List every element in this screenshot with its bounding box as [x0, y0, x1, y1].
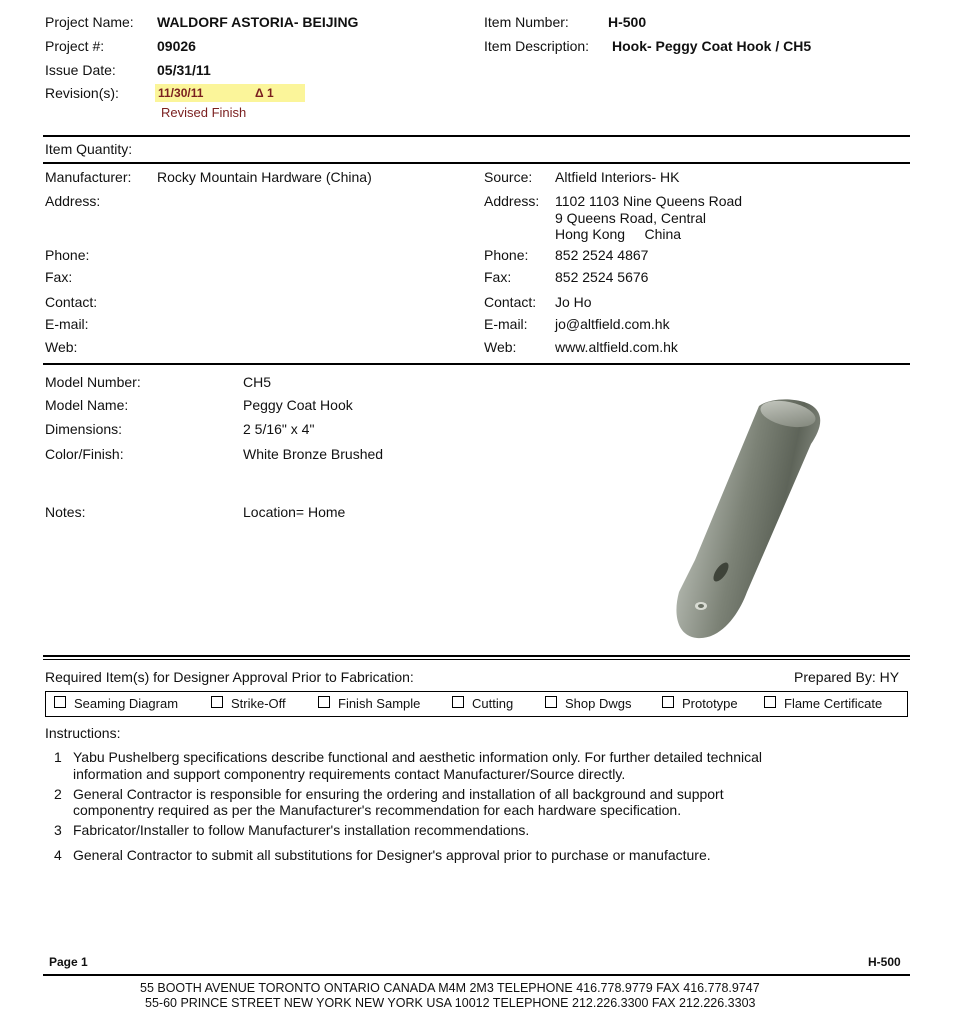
- manufacturer-label: Manufacturer:: [45, 169, 132, 185]
- revisions-label: Revision(s):: [45, 85, 119, 101]
- instruction-text: componentry required as per the Manufacturer's recommendation for each hardware specification.: [73, 802, 682, 818]
- checkbox-label: Cutting: [472, 696, 514, 711]
- source-contact-label: Contact:: [484, 294, 537, 310]
- instruction-text: General Contractor to submit all substitutions for Designer's approval prior to purchase or manufacture.: [73, 847, 711, 863]
- source-label: Source:: [484, 169, 533, 185]
- footer-item-number: H-500: [868, 955, 901, 969]
- model-number-label: Model Number:: [45, 374, 141, 390]
- color-finish-label: Color/Finish:: [45, 446, 124, 462]
- coat-hook-image: [655, 392, 835, 647]
- notes-value: Location= Home: [243, 504, 346, 520]
- dimensions-value: 2 5/16" x 4": [243, 421, 315, 437]
- checkbox-prototype[interactable]: [662, 696, 674, 708]
- source-fax-label: Fax:: [484, 269, 512, 285]
- manufacturer-fax-label: Fax:: [45, 269, 73, 285]
- project-number-label: Project #:: [45, 38, 105, 54]
- source-contact: Jo Ho: [555, 294, 592, 310]
- dimensions-label: Dimensions:: [45, 421, 123, 437]
- item-number-label: Item Number:: [484, 14, 569, 30]
- divider: [43, 659, 910, 660]
- divider: [43, 135, 910, 137]
- divider: [43, 974, 910, 976]
- divider: [43, 363, 910, 365]
- footer-address-newyork: 55-60 PRINCE STREET NEW YORK NEW YORK USA 10012 TELEPHONE 212.226.3300 FAX 212.226.3303: [145, 996, 756, 1010]
- instruction-text: General Contractor is responsible for ensuring the ordering and installation of all background and support: [73, 786, 724, 802]
- project-name: WALDORF ASTORIA- BEIJING: [157, 14, 359, 30]
- item-description-label: Item Description:: [484, 38, 590, 54]
- revision-delta: Δ 1: [255, 86, 274, 100]
- footer-address-toronto: 55 BOOTH AVENUE TORONTO ONTARIO CANADA M4M 2M3 TELEPHONE 416.778.9779 FAX 416.778.9747: [140, 981, 760, 995]
- instruction-number: 4: [54, 847, 62, 863]
- revision-note: Revised Finish: [161, 105, 247, 120]
- source-email-label: E-mail:: [484, 316, 528, 332]
- manufacturer-web-label: Web:: [45, 339, 78, 355]
- manufacturer-email-label: E-mail:: [45, 316, 89, 332]
- instructions-title: Instructions:: [45, 725, 121, 741]
- instruction-number: 2: [54, 786, 62, 802]
- project-name-label: Project Name:: [45, 14, 134, 30]
- item-quantity-label: Item Quantity:: [45, 141, 133, 157]
- model-name: Peggy Coat Hook: [243, 397, 353, 413]
- source-address-label: Address:: [484, 193, 540, 209]
- approval-title: Required Item(s) for Designer Approval Prior to Fabrication:: [45, 669, 414, 685]
- issue-date: 05/31/11: [157, 62, 211, 78]
- divider: [43, 162, 910, 164]
- checkbox-shop-dwgs[interactable]: [545, 696, 557, 708]
- checkbox-finish-sample[interactable]: [318, 696, 330, 708]
- instruction-text: information and support componentry requirements contact Manufacturer/Source directly.: [73, 766, 626, 782]
- prepared-by: Prepared By: HY: [794, 669, 900, 685]
- source-phone-label: Phone:: [484, 247, 529, 263]
- color-finish-value: White Bronze Brushed: [243, 446, 384, 462]
- project-number: 09026: [157, 38, 196, 54]
- checkbox-seaming-diagram[interactable]: [54, 696, 66, 708]
- manufacturer-address-label: Address:: [45, 193, 101, 209]
- item-number: H-500: [608, 14, 647, 30]
- instruction-text: Fabricator/Installer to follow Manufacturer's installation recommendations.: [73, 822, 530, 838]
- checkbox-flame-certificate[interactable]: [764, 696, 776, 708]
- source-address-line1: 1102 1103 Nine Queens Road: [555, 193, 743, 209]
- model-name-label: Model Name:: [45, 397, 129, 413]
- manufacturer-value: Rocky Mountain Hardware (China): [157, 169, 372, 185]
- instruction-number: 1: [54, 749, 62, 765]
- divider: [43, 655, 910, 657]
- checkbox-label: Strike-Off: [231, 696, 286, 711]
- checkbox-label: Seaming Diagram: [74, 696, 179, 711]
- source-web[interactable]: www.altfield.com.hk: [555, 339, 678, 355]
- checkbox-label: Finish Sample: [338, 696, 421, 711]
- source-fax: 852 2524 5676: [555, 269, 649, 285]
- instruction-text: Yabu Pushelberg specifications describe functional and aesthetic information only. For further detailed technical: [73, 749, 762, 765]
- product-image: [655, 392, 835, 647]
- manufacturer-contact-label: Contact:: [45, 294, 98, 310]
- source-email[interactable]: jo@altfield.com.hk: [555, 316, 670, 332]
- source-value: Altfield Interiors- HK: [555, 169, 680, 185]
- checkbox-label: Flame Certificate: [784, 696, 883, 711]
- manufacturer-phone-label: Phone:: [45, 247, 90, 263]
- source-address-line2: 9 Queens Road, Central: [555, 210, 706, 226]
- issue-date-label: Issue Date:: [45, 62, 116, 78]
- checkbox-label: Shop Dwgs: [565, 696, 632, 711]
- checkbox-label: Prototype: [682, 696, 738, 711]
- source-address-line3: Hong Kong China: [555, 226, 682, 242]
- checkbox-cutting[interactable]: [452, 696, 464, 708]
- page-number: Page 1: [49, 955, 88, 969]
- instruction-number: 3: [54, 822, 62, 838]
- source-web-label: Web:: [484, 339, 517, 355]
- revision-date: 11/30/11: [158, 86, 204, 100]
- source-phone: 852 2524 4867: [555, 247, 649, 263]
- checkbox-strike-off[interactable]: [211, 696, 223, 708]
- item-description: Hook- Peggy Coat Hook / CH5: [612, 38, 812, 54]
- notes-label: Notes:: [45, 504, 86, 520]
- model-number: CH5: [243, 374, 272, 390]
